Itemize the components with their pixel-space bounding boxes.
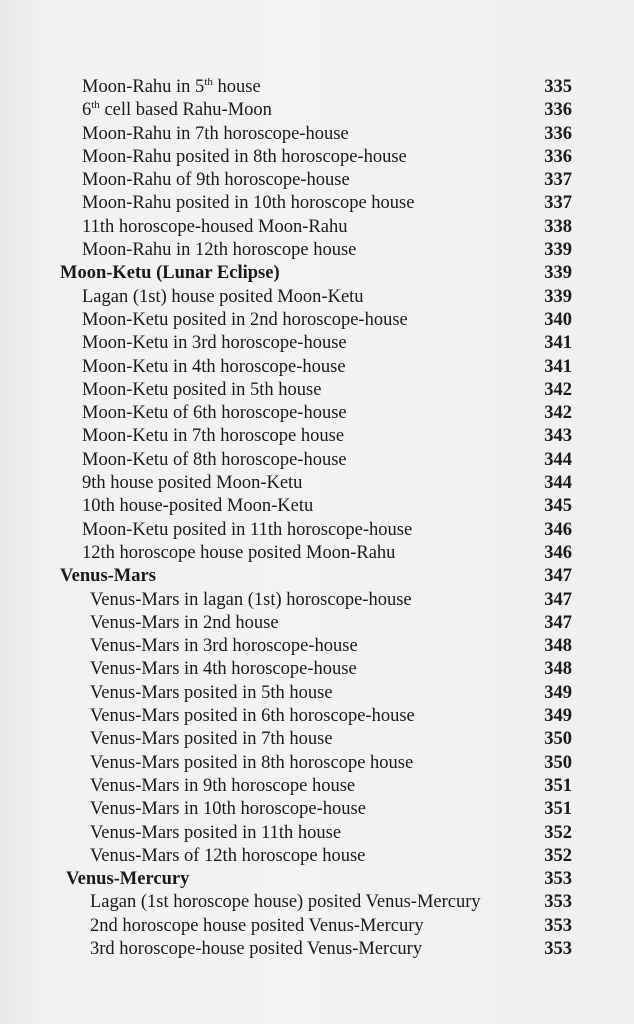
toc-entry[interactable] <box>56 123 580 146</box>
toc-page-number: 352 <box>544 845 572 866</box>
toc-entry[interactable] <box>56 332 580 355</box>
toc-entry[interactable] <box>56 402 580 425</box>
toc-page-number: 346 <box>544 542 572 563</box>
toc-entry[interactable] <box>56 915 580 938</box>
toc-page-number: 341 <box>544 333 572 354</box>
toc-entry[interactable] <box>56 845 580 868</box>
toc-page-number: 341 <box>544 356 572 377</box>
toc-entry[interactable] <box>56 542 580 565</box>
toc-entry[interactable] <box>56 891 580 914</box>
toc-entry-title: 11th horoscope-housed Moon-Rahu <box>82 216 348 237</box>
toc-entry-title: Venus-Mars posited in 5th house <box>90 682 333 703</box>
toc-entry[interactable] <box>56 146 580 169</box>
toc-entry-title: Moon-Rahu in 12th horoscope house <box>82 240 357 261</box>
toc-entry-title: Venus-Mars of 12th horoscope house <box>90 845 366 866</box>
toc-page-number: 353 <box>544 938 572 959</box>
toc-entry-title: Lagan (1st) house posited Moon-Ketu <box>82 286 364 307</box>
toc-entry-title: 2nd horoscope house posited Venus-Mercury <box>90 915 424 936</box>
toc-entry-title: Venus-Mars in 9th horoscope house <box>90 775 356 796</box>
toc-page-number: 352 <box>544 822 572 843</box>
toc-page-number: 337 <box>544 193 572 214</box>
toc-entry[interactable] <box>56 449 580 472</box>
toc-page-number: 346 <box>544 519 572 540</box>
toc-entry[interactable] <box>56 356 580 379</box>
toc-page-number: 348 <box>544 636 572 657</box>
toc-entry-title: Venus-Mars posited in 8th horoscope house <box>90 752 414 773</box>
toc-entry-title: Moon-Rahu in 5th house <box>82 75 261 97</box>
toc-page-number: 347 <box>544 589 572 610</box>
toc-entry-title: 12th horoscope house posited Moon-Rahu <box>82 542 396 563</box>
toc-entry-title: Moon-Ketu of 8th horoscope-house <box>82 449 347 470</box>
toc-entry[interactable] <box>56 682 580 705</box>
toc-entry-title: Venus-Mars <box>60 566 156 587</box>
toc-entry-title: Lagan (1st horoscope house) posited Venus-Mercury <box>90 892 481 913</box>
toc-entry[interactable] <box>56 519 580 542</box>
toc-page-number: 353 <box>544 915 572 936</box>
toc-entry-title: Venus-Mars posited in 7th house <box>90 729 333 750</box>
toc-page-number: 350 <box>544 729 572 750</box>
toc-section-heading[interactable] <box>56 565 580 588</box>
toc-entry-title: Moon-Ketu in 7th horoscope house <box>82 426 345 447</box>
toc-page-number: 347 <box>544 612 572 633</box>
toc-entry-title: Moon-Rahu of 9th horoscope-house <box>82 170 350 191</box>
toc-entry-title: Venus-Mars in 10th horoscope-house <box>90 799 366 820</box>
toc-page-number: 351 <box>544 799 572 820</box>
table-of-contents <box>56 76 580 961</box>
toc-entry-title: Venus-Mercury <box>66 869 190 890</box>
toc-entry-title: Moon-Ketu (Lunar Eclipse) <box>60 263 280 284</box>
toc-page-number: 344 <box>544 449 572 470</box>
toc-page-number: 335 <box>544 77 572 97</box>
toc-entry-title: Moon-Ketu posited in 2nd horoscope-house <box>82 309 408 330</box>
toc-page-number: 349 <box>544 682 572 703</box>
toc-entry[interactable] <box>56 705 580 728</box>
toc-entry[interactable] <box>56 76 580 99</box>
toc-page-number: 345 <box>544 496 572 517</box>
toc-entry-title: 3rd horoscope-house posited Venus-Mercury <box>90 938 423 959</box>
toc-entry-title: Venus-Mars in 2nd house <box>90 612 279 633</box>
toc-page-number: 336 <box>544 100 572 121</box>
toc-section-heading[interactable] <box>56 868 580 891</box>
toc-entry-title: Venus-Mars in 3rd horoscope-house <box>90 636 358 657</box>
toc-entry[interactable] <box>56 938 580 961</box>
toc-page-number: 339 <box>544 240 572 261</box>
toc-page-number: 347 <box>544 566 572 587</box>
toc-entry[interactable] <box>56 216 580 239</box>
toc-page-number: 339 <box>544 263 572 284</box>
toc-page-number: 351 <box>544 775 572 796</box>
toc-section-heading[interactable] <box>56 262 580 285</box>
toc-entry[interactable] <box>56 728 580 751</box>
toc-entry[interactable] <box>56 239 580 262</box>
toc-entry[interactable] <box>56 286 580 309</box>
toc-entry[interactable] <box>56 472 580 495</box>
toc-entry-title: 9th house posited Moon-Ketu <box>82 473 303 494</box>
toc-page-number: 350 <box>544 752 572 773</box>
toc-page-number: 337 <box>544 170 572 191</box>
toc-page-number: 342 <box>544 379 572 400</box>
toc-entry-title: Moon-Rahu in 7th horoscope-house <box>82 123 349 144</box>
toc-entry[interactable] <box>56 379 580 402</box>
toc-entry[interactable] <box>56 99 580 122</box>
toc-page-number: 339 <box>544 286 572 307</box>
toc-entry-title: Venus-Mars posited in 6th horoscope-house <box>90 706 415 727</box>
toc-entry[interactable] <box>56 635 580 658</box>
toc-entry-title: Venus-Mars in 4th horoscope-house <box>90 659 357 680</box>
toc-entry[interactable] <box>56 752 580 775</box>
toc-entry-title: Moon-Ketu in 4th horoscope-house <box>82 356 346 377</box>
toc-entry[interactable] <box>56 589 580 612</box>
toc-entry-title: 10th house-posited Moon-Ketu <box>82 496 314 517</box>
toc-page-number: 338 <box>544 216 572 237</box>
toc-entry[interactable] <box>56 658 580 681</box>
toc-entry[interactable] <box>56 425 580 448</box>
toc-page-number: 340 <box>544 309 572 330</box>
toc-page-number: 349 <box>544 706 572 727</box>
toc-entry[interactable] <box>56 612 580 635</box>
toc-entry-title: Moon-Rahu posited in 10th horoscope house <box>82 193 415 214</box>
toc-entry[interactable] <box>56 309 580 332</box>
toc-entry-title: Moon-Rahu posited in 8th horoscope-house <box>82 146 407 167</box>
toc-entry-title: Moon-Ketu of 6th horoscope-house <box>82 403 347 424</box>
toc-entry[interactable] <box>56 169 580 192</box>
toc-entry-title: Venus-Mars posited in 11th house <box>90 822 342 843</box>
toc-entry-title: Venus-Mars in lagan (1st) horoscope-house <box>90 589 412 610</box>
toc-page-number: 353 <box>544 892 572 913</box>
toc-page-number: 348 <box>544 659 572 680</box>
toc-entry-title: Moon-Ketu posited in 5th house <box>82 379 322 400</box>
toc-entry[interactable] <box>56 822 580 845</box>
toc-entry-title: 6th cell based Rahu-Moon <box>82 99 272 121</box>
toc-page-number: 336 <box>544 123 572 144</box>
toc-entry[interactable] <box>56 192 580 215</box>
toc-entry[interactable] <box>56 495 580 518</box>
toc-entry[interactable] <box>56 775 580 798</box>
toc-page-number: 344 <box>544 473 572 494</box>
toc-page-number: 353 <box>544 869 572 890</box>
toc-entry-title: Moon-Ketu posited in 11th horoscope-house <box>82 519 413 540</box>
toc-entry[interactable] <box>56 798 580 821</box>
toc-page-number: 336 <box>544 146 572 167</box>
toc-entry-title: Moon-Ketu in 3rd horoscope-house <box>82 333 347 354</box>
toc-page-number: 342 <box>544 403 572 424</box>
toc-page-number: 343 <box>544 426 572 447</box>
